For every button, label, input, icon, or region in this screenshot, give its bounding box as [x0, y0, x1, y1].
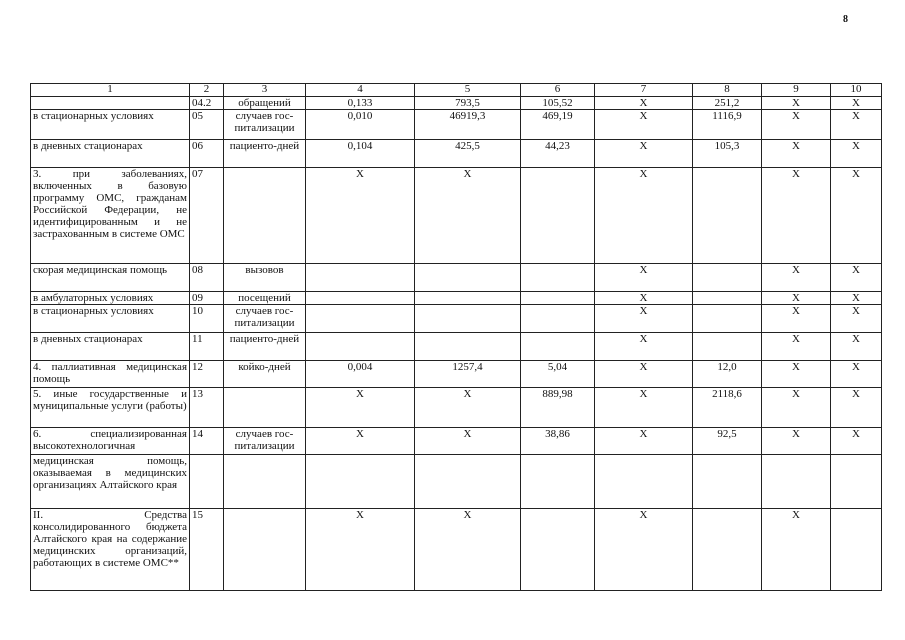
col9-value: X	[762, 264, 831, 292]
col4-value	[306, 264, 415, 292]
data-table	[30, 83, 882, 591]
col7-value: X	[595, 97, 693, 110]
col9-value: X	[762, 509, 831, 591]
row-unit: пациенто-дней	[224, 140, 306, 168]
col8-value: 12,0	[693, 361, 762, 388]
col5-value: 1257,4	[415, 361, 521, 388]
row-name: в дневных стационарах	[31, 333, 190, 361]
col9-value: X	[762, 168, 831, 264]
table-row	[31, 110, 882, 140]
col7-value: X	[595, 361, 693, 388]
col5-value: X	[415, 388, 521, 428]
col10-value: X	[831, 333, 882, 361]
col10-value: X	[831, 428, 882, 455]
col7-value: X	[595, 110, 693, 140]
col7-value	[595, 455, 693, 509]
row-name: скорая медицинская помощь	[31, 264, 190, 292]
col6-value: 5,04	[521, 361, 595, 388]
col4-value: 0,133	[306, 97, 415, 110]
header-row	[31, 84, 882, 97]
col5-value	[415, 264, 521, 292]
row-unit: случаев гос-питализации	[224, 428, 306, 455]
col10-value: X	[831, 97, 882, 110]
col6-value	[521, 292, 595, 305]
row-unit: вызовов	[224, 264, 306, 292]
col4-value: X	[306, 509, 415, 591]
col9-value: X	[762, 305, 831, 333]
table-row	[31, 168, 882, 264]
col7-value: X	[595, 509, 693, 591]
header-cell: 1	[31, 84, 190, 97]
col6-value	[521, 305, 595, 333]
col5-value	[415, 455, 521, 509]
row-code: 10	[190, 305, 224, 333]
row-code: 14	[190, 428, 224, 455]
col5-value	[415, 292, 521, 305]
col7-value: X	[595, 264, 693, 292]
col9-value: X	[762, 97, 831, 110]
table-row	[31, 264, 882, 292]
row-unit: обращений	[224, 97, 306, 110]
row-name: в стационарных условиях	[31, 110, 190, 140]
row-code	[190, 455, 224, 509]
table-row	[31, 388, 882, 428]
col4-value: X	[306, 168, 415, 264]
col10-value: X	[831, 140, 882, 168]
col5-value	[415, 305, 521, 333]
row-name: 4. паллиативная медицинская помощь	[31, 361, 190, 388]
col5-value: X	[415, 428, 521, 455]
col5-value: 425,5	[415, 140, 521, 168]
col4-value: X	[306, 428, 415, 455]
col6-value: 38,86	[521, 428, 595, 455]
col4-value	[306, 455, 415, 509]
table-row	[31, 333, 882, 361]
col8-value: 2118,6	[693, 388, 762, 428]
row-name: медицинская помощь, оказываемая в медицинских организациях Алтайского края	[31, 455, 190, 509]
col6-value: 889,98	[521, 388, 595, 428]
col4-value	[306, 292, 415, 305]
row-name: 5. иные государственные и муниципальные услуги (работы)	[31, 388, 190, 428]
row-unit: посещений	[224, 292, 306, 305]
header-cell: 6	[521, 84, 595, 97]
table-row	[31, 428, 882, 455]
col10-value: X	[831, 305, 882, 333]
col9-value: X	[762, 292, 831, 305]
col9-value: X	[762, 333, 831, 361]
col8-value	[693, 305, 762, 333]
col6-value: 105,52	[521, 97, 595, 110]
row-name: в амбулаторных условиях	[31, 292, 190, 305]
col9-value: X	[762, 110, 831, 140]
row-unit	[224, 388, 306, 428]
col9-value: X	[762, 428, 831, 455]
row-name: 3. при заболеваниях, включенных в базовую программу ОМС, гражданам Российской Федерации, не идентифицированным и не застрахованным в системе ОМС	[31, 168, 190, 264]
row-code: 08	[190, 264, 224, 292]
col6-value	[521, 333, 595, 361]
header-cell: 7	[595, 84, 693, 97]
header-cell: 2	[190, 84, 224, 97]
col5-value: 46919,3	[415, 110, 521, 140]
col4-value: 0,104	[306, 140, 415, 168]
row-unit: пациенто-дней	[224, 333, 306, 361]
row-code: 15	[190, 509, 224, 591]
table-row	[31, 140, 882, 168]
col4-value: 0,010	[306, 110, 415, 140]
col8-value	[693, 455, 762, 509]
col8-value: 105,3	[693, 140, 762, 168]
col5-value: 793,5	[415, 97, 521, 110]
row-unit	[224, 509, 306, 591]
col6-value	[521, 509, 595, 591]
col7-value: X	[595, 428, 693, 455]
col10-value: X	[831, 110, 882, 140]
col10-value: X	[831, 388, 882, 428]
col4-value	[306, 305, 415, 333]
table-row	[31, 292, 882, 305]
col4-value: X	[306, 388, 415, 428]
col8-value	[693, 292, 762, 305]
row-code: 07	[190, 168, 224, 264]
col10-value: X	[831, 292, 882, 305]
col8-value	[693, 509, 762, 591]
row-code: 09	[190, 292, 224, 305]
row-unit	[224, 455, 306, 509]
col6-value: 469,19	[521, 110, 595, 140]
row-name: 6. специализированная высокотехнологичная	[31, 428, 190, 455]
row-name: II. Средства консолидированного бюджета Алтайского края на содержание медицинских организаций, работающих в системе ОМС**	[31, 509, 190, 591]
col7-value: X	[595, 140, 693, 168]
table-row	[31, 361, 882, 388]
col10-value	[831, 455, 882, 509]
row-code: 06	[190, 140, 224, 168]
col9-value: X	[762, 140, 831, 168]
col9-value	[762, 455, 831, 509]
col7-value: X	[595, 305, 693, 333]
row-unit: койко-дней	[224, 361, 306, 388]
row-unit: случаев гос-питализации	[224, 110, 306, 140]
col7-value: X	[595, 388, 693, 428]
header-cell: 3	[224, 84, 306, 97]
col5-value	[415, 333, 521, 361]
col7-value: X	[595, 292, 693, 305]
col4-value: 0,004	[306, 361, 415, 388]
row-name: в дневных стационарах	[31, 140, 190, 168]
col9-value: X	[762, 388, 831, 428]
table-row	[31, 509, 882, 591]
col8-value: 92,5	[693, 428, 762, 455]
table-row	[31, 305, 882, 333]
col10-value: X	[831, 168, 882, 264]
col5-value: X	[415, 509, 521, 591]
col8-value: 1116,9	[693, 110, 762, 140]
col8-value	[693, 333, 762, 361]
col7-value: X	[595, 168, 693, 264]
col8-value: 251,2	[693, 97, 762, 110]
row-unit	[224, 168, 306, 264]
header-cell: 8	[693, 84, 762, 97]
col5-value: X	[415, 168, 521, 264]
col9-value: X	[762, 361, 831, 388]
col8-value	[693, 264, 762, 292]
col7-value: X	[595, 333, 693, 361]
col6-value	[521, 264, 595, 292]
col6-value	[521, 455, 595, 509]
row-name: в стационарных условиях	[31, 305, 190, 333]
col4-value	[306, 333, 415, 361]
table-row	[31, 97, 882, 110]
col10-value: X	[831, 361, 882, 388]
table-row	[31, 455, 882, 509]
col8-value	[693, 168, 762, 264]
row-code: 11	[190, 333, 224, 361]
row-code: 13	[190, 388, 224, 428]
header-cell: 10	[831, 84, 882, 97]
row-code: 05	[190, 110, 224, 140]
row-unit: случаев гос-питализации	[224, 305, 306, 333]
header-cell: 5	[415, 84, 521, 97]
col10-value	[831, 509, 882, 591]
col10-value: X	[831, 264, 882, 292]
col6-value	[521, 168, 595, 264]
page-number: 8	[843, 14, 848, 25]
header-cell: 4	[306, 84, 415, 97]
col6-value: 44,23	[521, 140, 595, 168]
row-code: 12	[190, 361, 224, 388]
row-code: 04.2	[190, 97, 224, 110]
header-cell: 9	[762, 84, 831, 97]
row-name	[31, 97, 190, 110]
